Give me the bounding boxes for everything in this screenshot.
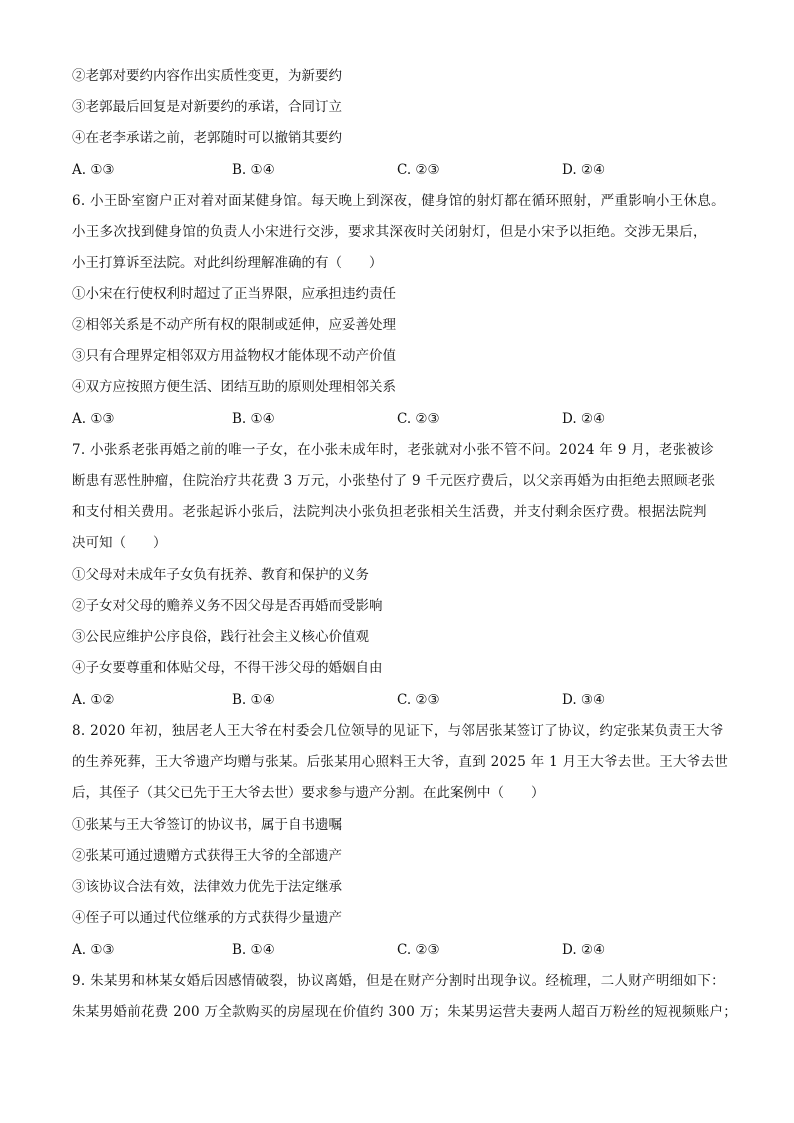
q7-stem-line-2: 断患有恶性肿瘤，住院治疗共花费 3 万元，小张垫付了 9 千元医疗费后，以父亲再婚为由拒绝去照顾老张 — [72, 473, 716, 489]
statement-4: ④在老李承诺之前，老郭随时可以撤销其要约 — [72, 130, 342, 146]
q8-stem-line-2: 的生养死葬，王大爷遗产均赠与张某。后张某用心照料王大爷，直到 2025 年 1 月王大爷去世。王大爷去世 — [72, 754, 729, 770]
q8-statement-3: ③该协议合法有效，法律效力优先于法定继承 — [72, 879, 342, 895]
q8-stem-line-3: 后，其侄子（其父已先于王大爷去世）要求参与遗产分割。在此案例中（ ） — [72, 785, 545, 801]
option-a: A. ①③ — [72, 162, 115, 178]
answer-options — [72, 160, 740, 180]
q6-answer-options — [72, 409, 740, 429]
q7-option-b: B. ①④ — [232, 692, 275, 708]
q8-stem-line-1: 8. 2020 年初，独居老人王大爷在村委会几位领导的见证下，与邻居张某签订了协议，约定张某负责王大爷 — [72, 723, 724, 739]
q7-statement-2: ②子女对父母的赡养义务不因父母是否再婚而受影响 — [72, 598, 383, 614]
q6-option-c: C. ②③ — [397, 411, 440, 427]
q6-statement-2: ②相邻关系是不动产所有权的限制或延伸，应妥善处理 — [72, 317, 396, 333]
q6-stem-line-2: 小王多次找到健身馆的负责人小宋进行交涉，要求其深夜时关闭射灯，但是小宋予以拒绝。交涉无果后， — [72, 224, 707, 240]
q7-stem-line-4: 决可知（ ） — [72, 535, 167, 551]
q8-statement-1: ①张某与王大爷签订的协议书，属于自书遗嘱 — [72, 817, 342, 833]
option-b: B. ①④ — [232, 162, 275, 178]
q6-option-a: A. ①③ — [72, 411, 115, 427]
statement-2: ②老郭对要约内容作出实质性变更，为新要约 — [72, 68, 342, 84]
q7-option-d: D. ③④ — [562, 692, 606, 708]
q9-stem-line-1: 9. 朱某男和林某女婚后因感情破裂，协议离婚，但是在财产分割时出现争议。经梳理，二人财产明细如下： — [72, 973, 725, 989]
q7-statement-1: ①父母对未成年子女负有抚养、教育和保护的义务 — [72, 567, 369, 583]
q7-option-a: A. ①② — [72, 692, 115, 708]
q8-option-c: C. ②③ — [397, 942, 440, 958]
q7-answer-options — [72, 690, 740, 710]
q6-statement-3: ③只有合理界定相邻双方用益物权才能体现不动产价值 — [72, 348, 396, 364]
statement-3: ③老郭最后回复是对新要约的承诺，合同订立 — [72, 99, 342, 115]
q8-answer-options — [72, 940, 740, 960]
q9-stem-line-2: 朱某男婚前花费 200 万全款购买的房屋现在价值约 300 万；朱某男运营夫妻两人超百万粉丝的短视频账户； — [72, 1004, 738, 1020]
q6-stem-line-3: 小王打算诉至法院。对此纠纷理解准确的有（ ） — [72, 255, 383, 271]
q6-stem-line-1: 6. 小王卧室窗户正对着对面某健身馆。每天晚上到深夜，健身馆的射灯都在循环照射，严重影响小王休息。 — [72, 193, 725, 209]
q6-option-d: D. ②④ — [562, 411, 606, 427]
q7-stem-line-1: 7. 小张系老张再婚之前的唯一子女，在小张未成年时，老张就对小张不管不问。2024 年 9 月，老张被诊 — [72, 442, 715, 458]
q6-statement-1: ①小宋在行使权利时超过了正当界限，应承担违约责任 — [72, 286, 396, 302]
q8-option-a: A. ①③ — [72, 942, 115, 958]
q8-option-d: D. ②④ — [562, 942, 606, 958]
q8-option-b: B. ①④ — [232, 942, 275, 958]
option-d: D. ②④ — [562, 162, 606, 178]
q8-statement-4: ④侄子可以通过代位继承的方式获得少量遗产 — [72, 910, 342, 926]
q6-statement-4: ④双方应按照方便生活、团结互助的原则处理相邻关系 — [72, 379, 396, 395]
q7-stem-line-3: 和支付相关费用。老张起诉小张后，法院判决小张负担老张相关生活费，并支付剩余医疗费。根据法院判 — [72, 504, 707, 520]
q7-statement-3: ③公民应维护公序良俗，践行社会主义核心价值观 — [72, 629, 369, 645]
q6-option-b: B. ①④ — [232, 411, 275, 427]
q8-statement-2: ②张某可通过遗赠方式获得王大爷的全部遗产 — [72, 848, 342, 864]
q7-statement-4: ④子女要尊重和体贴父母，不得干涉父母的婚姻自由 — [72, 660, 383, 676]
option-c: C. ②③ — [397, 162, 440, 178]
q7-option-c: C. ②③ — [397, 692, 440, 708]
